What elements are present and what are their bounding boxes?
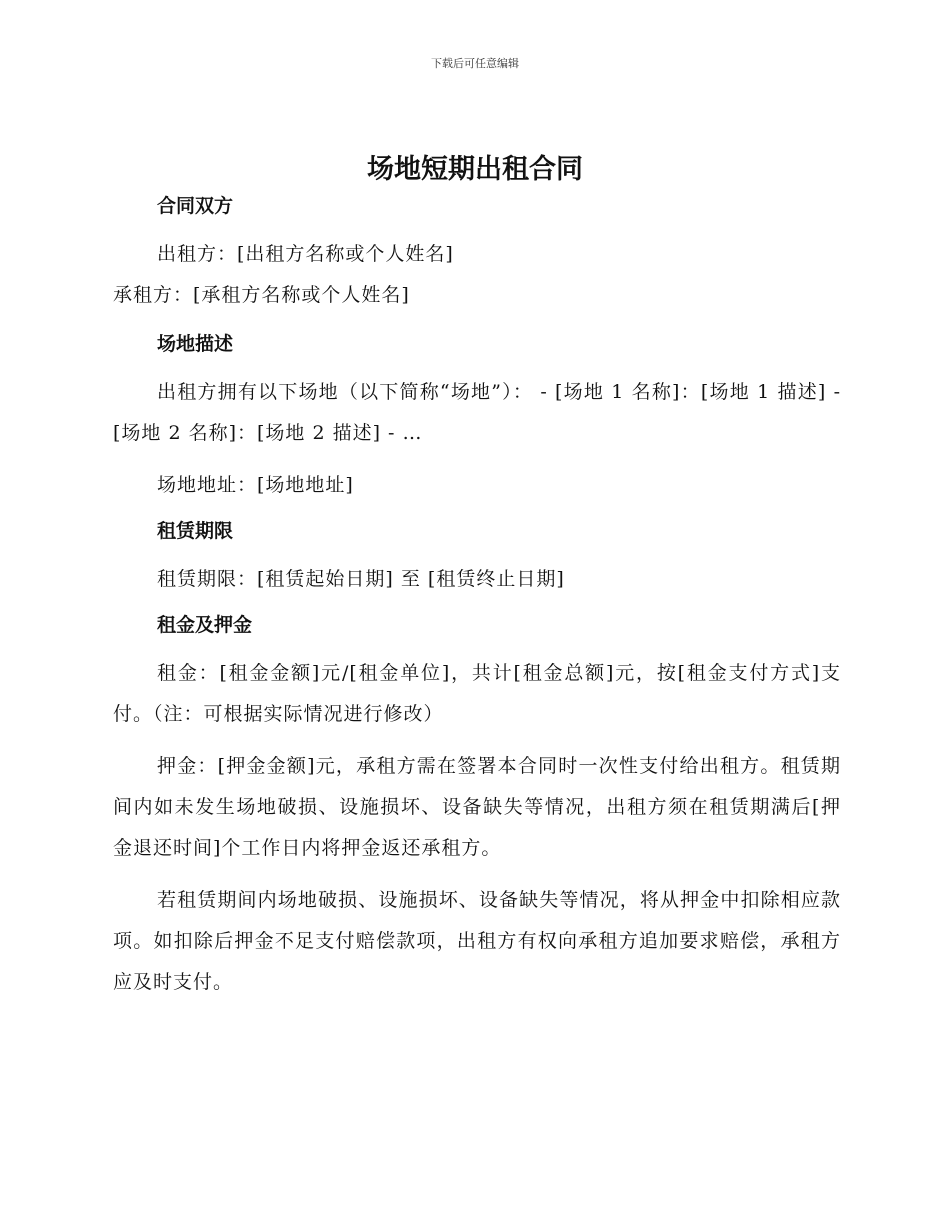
document-body [113, 192, 841, 1003]
section-heading-venue: 场地描述 [157, 333, 234, 355]
deposit-paragraph: 押金：[押金金额]元，承租方需在签署本合同时一次性支付给出租方。租赁期间内如未发生场地破损、设施损坏、设备缺失等情况，出租方须在租赁期满后[押金退还时间]个工作日内将押金返还承租方。 [113, 755, 841, 859]
page-header-note: 下载后可任意编辑 [431, 57, 519, 70]
lessee-line: 承租方：[承租方名称或个人姓名] [113, 284, 410, 306]
document-title: 场地短期出租合同 [367, 154, 583, 185]
rent-paragraph: 租金：[租金金额]元/[租金单位]，共计[租金总额]元，按[租金支付方式]支付。（注：可根据实际情况进行修改） [113, 662, 841, 725]
venue-description: 出租方拥有以下场地（以下简称“场地”）： - [场地 1 名称]：[场地 1 描述] - [场地 2 名称]：[场地 2 描述] - … [113, 381, 841, 444]
section-heading-rent: 租金及押金 [157, 614, 253, 636]
venue-address: 场地地址：[场地地址] [157, 474, 354, 496]
deduction-paragraph: 若租赁期间内场地破损、设施损坏、设备缺失等情况，将从押金中扣除相应款项。如扣除后押金不足支付赔偿款项，出租方有权向承租方追加要求赔偿，承租方应及时支付。 [113, 889, 841, 993]
section-heading-parties: 合同双方 [157, 195, 234, 217]
lease-period: 租赁期限：[租赁起始日期] 至 [租赁终止日期] [157, 568, 565, 590]
lessor-line: 出租方：[出租方名称或个人姓名] [157, 243, 454, 265]
section-heading-term: 租赁期限 [157, 520, 234, 542]
